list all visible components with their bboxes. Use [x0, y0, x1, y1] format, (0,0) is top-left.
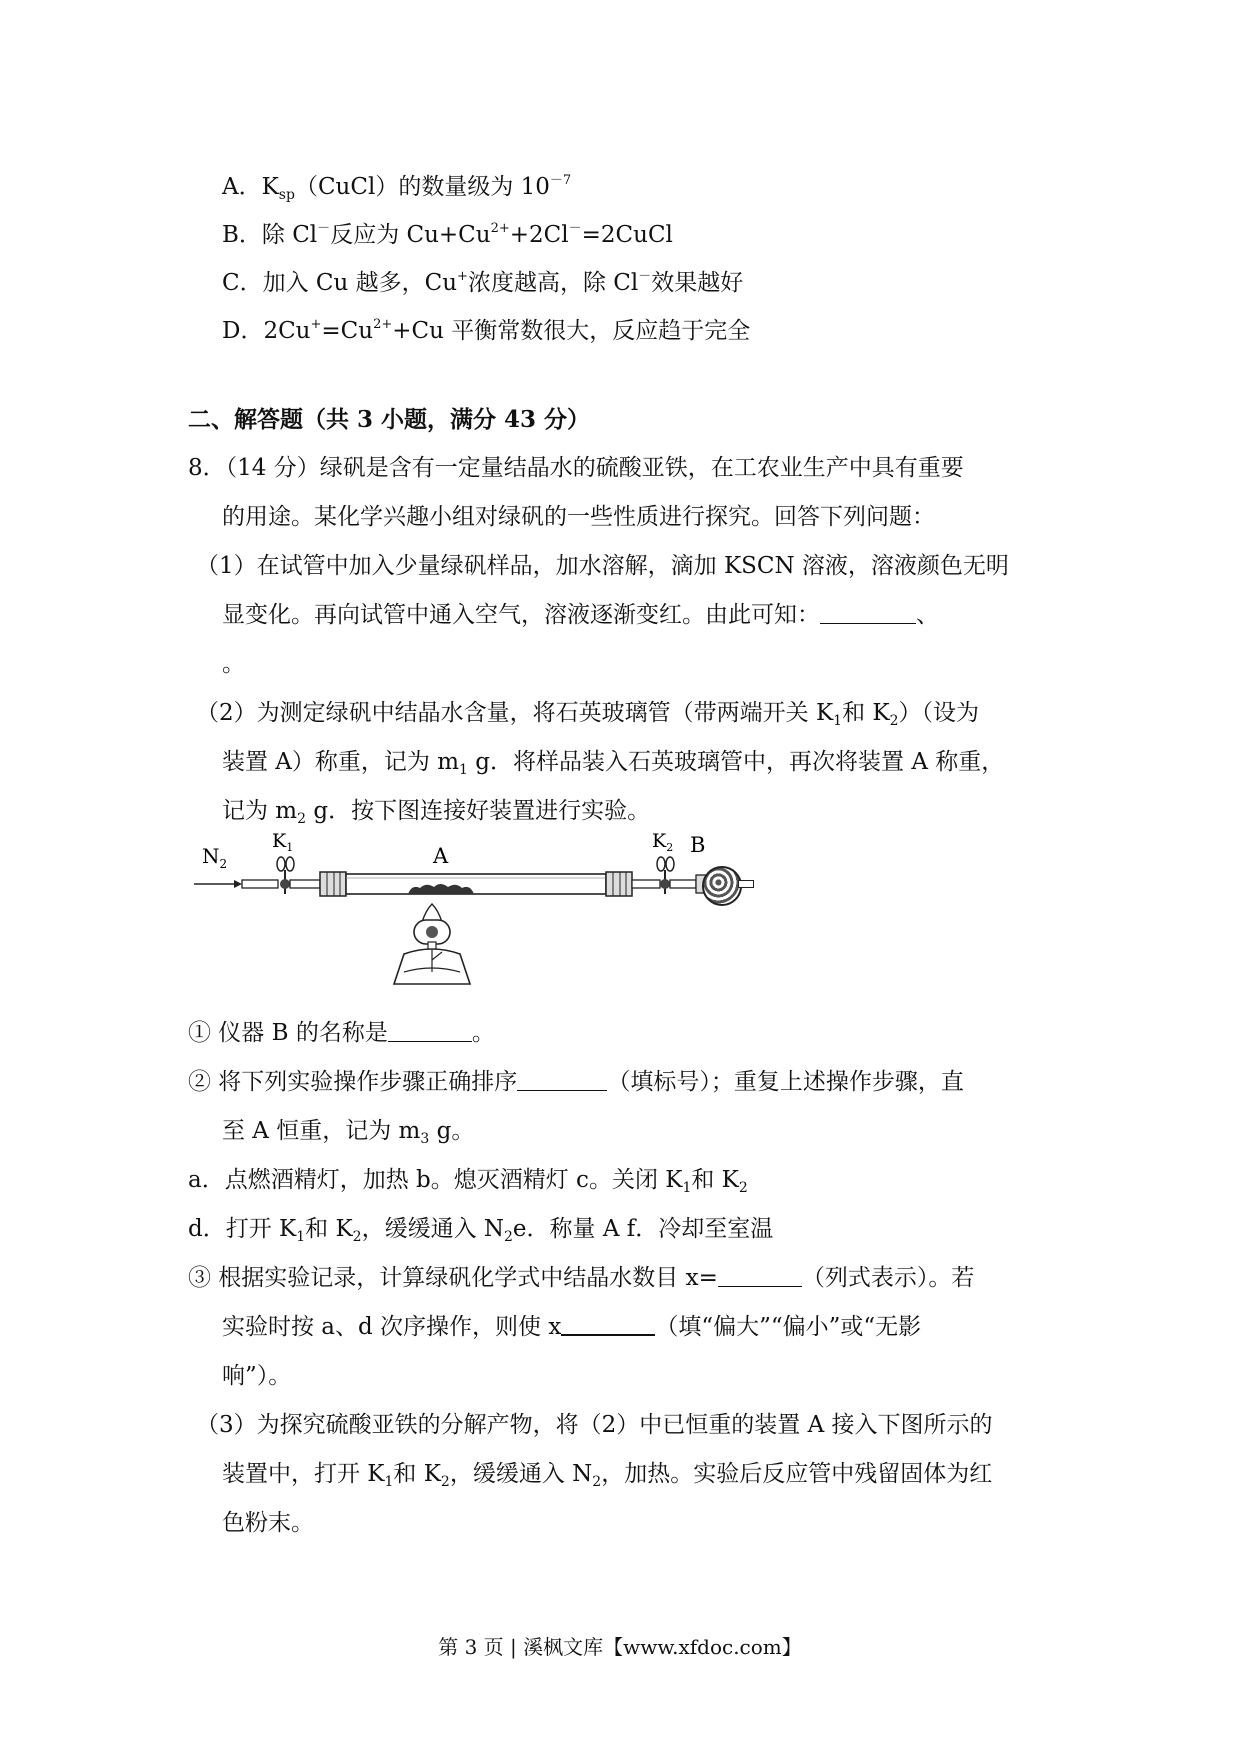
option-c: C．加入 Cu 越多，Cu+浓度越高，除 Cl－效果越好 [222, 269, 744, 296]
answer-blank[interactable] [820, 601, 916, 624]
q8-steps-list-1: a．点燃酒精灯，加热 b。熄灭酒精灯 c。关闭 $K_1$和 $K_2$ [188, 1167, 748, 1196]
q8-intro-line1: 8．（14 分）绿矾是含有一定量结晶水的硫酸亚铁，在工农业生产中具有重要 [188, 455, 964, 481]
k1-label: $K_1$ [272, 832, 294, 854]
q8-part2-line1: （2）为测定绿矾中结晶水含量，将石英玻璃管（带两端开关 $K_1$和 $K_2$）（设为 [196, 700, 979, 729]
q8-part1-line2: 显变化。再向试管中通入空气，溶液逐渐变红。由此可知： 、 [222, 602, 939, 628]
q8-step3-line1: ③ 根据实验记录，计算绿矾化学式中结晶水数目 x= （列式表示）。若 [188, 1265, 975, 1291]
section-heading: 二、解答题（共 3 小题，满分 43 分） [188, 406, 591, 433]
answer-blank[interactable] [718, 1264, 802, 1287]
q8-step2-line1: ② 将下列实验操作步骤正确排序 （填标号）；重复上述操作步骤，直 [188, 1069, 964, 1095]
q8-part3-line1: （3）为探究硫酸亚铁的分解产物，将（2）中已恒重的装置 A 接入下图所示的 [196, 1412, 993, 1438]
apparatus-figure [190, 832, 730, 992]
answer-blank[interactable] [388, 1019, 472, 1042]
answer-blank[interactable] [517, 1068, 607, 1091]
q8-step1: ① 仪器 B 的名称是 。 [188, 1020, 495, 1046]
quartz-tube [346, 874, 606, 894]
k2-label: $K_2$ [652, 832, 674, 854]
device-b-label: B [690, 833, 706, 857]
q8-part2-line3: 记为 $m_2$ g．按下图连接好装置进行实验。 [222, 798, 651, 827]
tube-a-label: A [433, 844, 449, 868]
option-a: A．$K_{sp}(CuCl)$的数量级为 $10^{-7}$ [222, 173, 572, 203]
alcohol-lamp [394, 904, 470, 984]
option-d: D．$2Cu^+=Cu^{2+}+Cu$ 平衡常数很大，反应趋于完全 [222, 317, 751, 344]
q8-step3-line3: 响”）。 [222, 1363, 292, 1389]
q8-part2-line2: 装置 A）称重，记为 $m_1$ g．将样品装入石英玻璃管中，再次将装置 A 称重， [222, 749, 1005, 778]
q8-intro-line2: 的用途。某化学兴趣小组对绿矾的一些性质进行探究。回答下列问题： [222, 504, 935, 530]
q8-part1-line1: （1）在试管中加入少量绿矾样品，加水溶解，滴加 KSCN 溶液，溶液颜色无明 [196, 553, 1009, 579]
answer-blank[interactable] [561, 1312, 655, 1336]
q8-part3-line3: 色粉末。 [222, 1510, 314, 1536]
q8-step3-line2: 实验时按 a、d 次序操作，则使 x （填“偏大”“偏小”或“无影 [222, 1314, 922, 1340]
n2-label: $N_2$ [202, 844, 228, 871]
drying-tube-bulb [702, 866, 742, 906]
q8-part3-line2: 装置中，打开 $K_1$和 $K_2$，缓缓通入 $N_2$，加热。实验后反应管中残留固体为红 [222, 1461, 993, 1490]
drying-tube-outlet [738, 880, 754, 888]
q8-steps-list-2: d．打开 $K_1$和 $K_2$，缓缓通入 $N_2e$．称量 A f．冷却至室温 [188, 1216, 774, 1245]
q8-step2-line2: 至 A 恒重，记为 $m_3$ g。 [222, 1118, 475, 1147]
page-footer: 第 3 页 | 溪枫文库【www.xfdoc.com】 [438, 1635, 802, 1659]
q8-part1-line3: 。 [222, 651, 245, 677]
option-b: B．除 Cl－反应为 $Cu+Cu^{2+}+2Cl^-=2CuCl$ [222, 221, 673, 248]
